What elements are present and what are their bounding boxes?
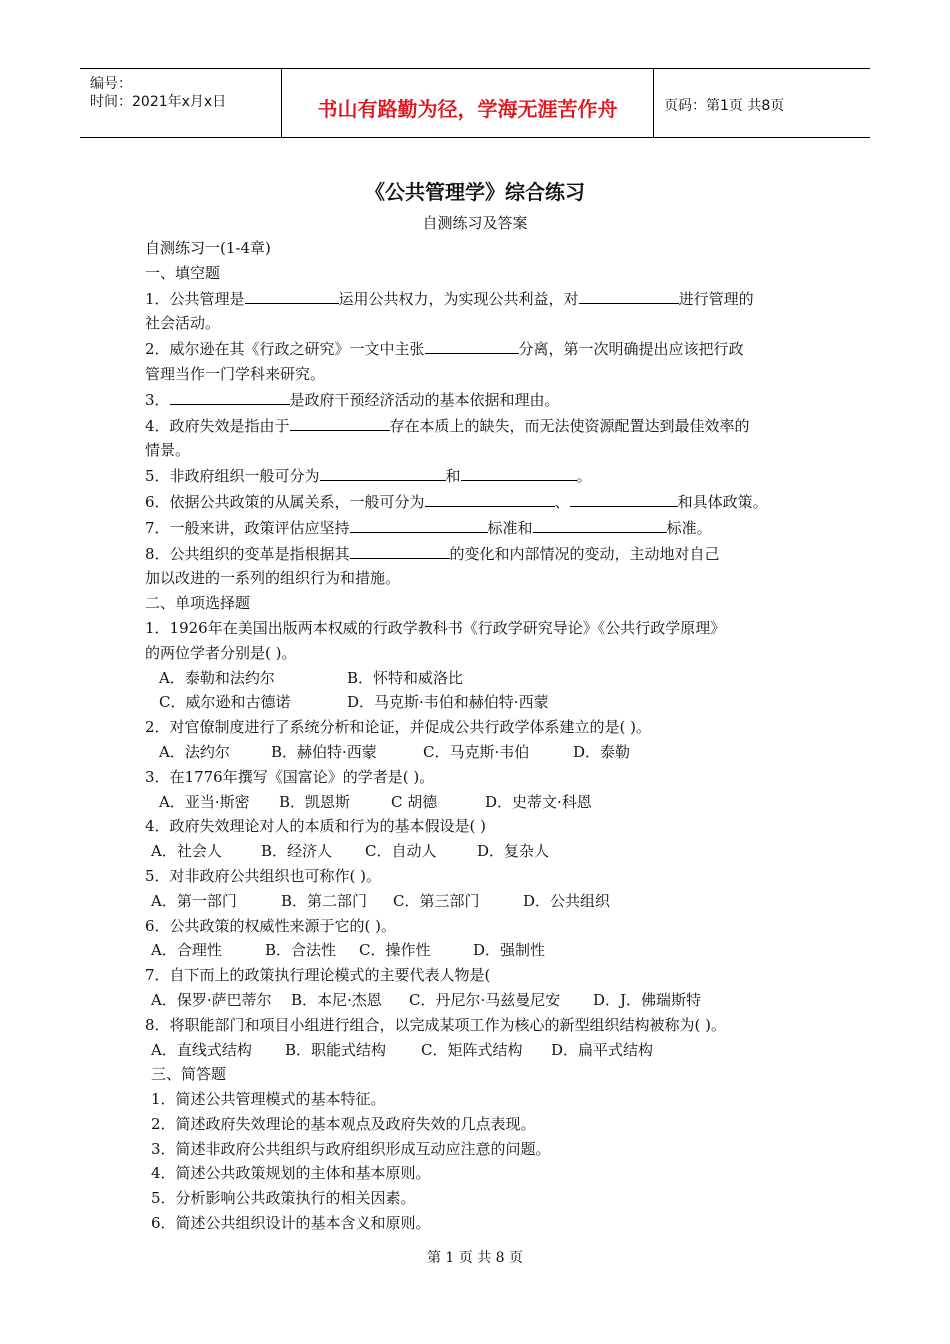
choice-option[interactable]: C．第三部门 bbox=[393, 891, 480, 910]
document-number-label: 编号： bbox=[90, 76, 132, 92]
choice-option[interactable]: B．第二部门 bbox=[281, 891, 368, 910]
answer-blank[interactable] bbox=[461, 463, 577, 481]
document-time-label: 时间：2021年x月x日 bbox=[90, 94, 227, 110]
choice-options-7 bbox=[145, 988, 810, 1013]
choice-option[interactable]: D．强制性 bbox=[473, 941, 546, 960]
question-text: 5．非政府组织一般可分为 bbox=[145, 467, 320, 486]
answer-blank[interactable] bbox=[570, 489, 678, 507]
question-text: 7．一般来讲，政策评估应坚持 bbox=[145, 518, 350, 537]
choice-option[interactable]: C．操作性 bbox=[359, 941, 431, 960]
choice-option[interactable]: C．威尔逊和古德诺 bbox=[159, 693, 291, 712]
question-text: 运用公共权力，为实现公共利益，对 bbox=[338, 289, 579, 308]
choice-option[interactable]: D．马克斯·韦伯和赫伯特·西蒙 bbox=[347, 693, 549, 712]
choice-option[interactable]: A．法约尔 bbox=[159, 742, 230, 761]
choice-question-1: 1．1926年在美国出版两本权威的行政学教科书《行政学研究导论》《公共行政学原理》 bbox=[145, 618, 726, 637]
answer-blank[interactable] bbox=[579, 286, 679, 304]
question-text: 存在本质上的缺失，而无法使资源配置达到最佳效率的 bbox=[389, 416, 750, 435]
question-text: 6．依据公共政策的从属关系，一般可分为 bbox=[145, 492, 425, 511]
header-table bbox=[80, 68, 870, 138]
answer-blank[interactable] bbox=[425, 489, 555, 507]
choice-option[interactable]: C．矩阵式结构 bbox=[421, 1040, 523, 1059]
page-footer: 第 1 页 共 8 页 bbox=[426, 1250, 524, 1266]
question-text: 分离，第一次明确提出应该把行政 bbox=[518, 340, 744, 359]
fill-in-question-1-cont: 社会活动。 bbox=[145, 314, 221, 333]
choice-question-4: 4．政府失效理论对人的本质和行为的基本假设是( ) bbox=[145, 817, 487, 836]
choice-options-8 bbox=[145, 1038, 810, 1063]
fill-in-question-6 bbox=[145, 489, 810, 515]
choice-question-3: 3．在1776年撰写《国富论》的学者是( )。 bbox=[145, 767, 435, 786]
choice-option[interactable]: B．本尼·杰恩 bbox=[291, 990, 382, 1009]
choice-question-7: 7．自下而上的政策执行理论模式的主要代表人物是( bbox=[145, 966, 491, 985]
header-meta-cell bbox=[80, 69, 282, 137]
choice-option[interactable]: D．公共组织 bbox=[523, 891, 611, 910]
fill-in-question-1 bbox=[145, 286, 810, 312]
choice-options-2 bbox=[145, 740, 810, 765]
choice-question-5: 5．对非政府公共组织也可称作( )。 bbox=[145, 866, 382, 885]
page-subtitle: 自测练习及答案 bbox=[422, 214, 528, 232]
answer-blank[interactable] bbox=[320, 463, 446, 481]
question-text: 标准。 bbox=[666, 518, 712, 537]
question-text: 8．公共组织的变革是指根据其 bbox=[145, 544, 350, 563]
answer-blank[interactable] bbox=[290, 413, 390, 431]
fill-in-question-3 bbox=[145, 387, 810, 413]
short-answer-question: 6．简述公共组织设计的基本含义和原则。 bbox=[151, 1214, 431, 1233]
choice-option[interactable]: A．保罗·萨巴蒂尔 bbox=[151, 990, 272, 1009]
choice-option[interactable]: C．马克斯·韦伯 bbox=[423, 742, 530, 761]
fill-in-question-5 bbox=[145, 463, 810, 489]
choice-option[interactable]: D．J．佛瑞斯特 bbox=[593, 990, 702, 1009]
question-text: 3． bbox=[145, 390, 170, 409]
short-answer-question: 2．简述政府失效理论的基本观点及政府失效的几点表现。 bbox=[151, 1114, 536, 1133]
choice-option[interactable]: B．职能式结构 bbox=[285, 1040, 387, 1059]
choice-option[interactable]: B．赫伯特·西蒙 bbox=[271, 742, 377, 761]
fill-in-question-2-cont: 管理当作一门学科来研究。 bbox=[145, 364, 326, 383]
choice-option[interactable]: D．复杂人 bbox=[477, 842, 550, 861]
fill-in-question-8 bbox=[145, 541, 810, 567]
question-text: 的变化和内部情况的变动，主动地对自己 bbox=[449, 544, 720, 563]
fill-in-heading: 一、填空题 bbox=[145, 263, 221, 282]
choice-option[interactable]: A．直线式结构 bbox=[151, 1040, 252, 1059]
fill-in-question-7 bbox=[145, 515, 810, 541]
choice-option[interactable]: B．凯恩斯 bbox=[279, 792, 351, 811]
short-answer-question: 4．简述公共政策规划的主体和基本原则。 bbox=[151, 1164, 431, 1183]
answer-blank[interactable] bbox=[533, 515, 667, 533]
choice-question-2: 2．对官僚制度进行了系统分析和论证，并促成公共行政学体系建立的是( )。 bbox=[145, 718, 652, 737]
choice-question-8: 8．将职能部门和项目小组进行组合，以完成某项工作为核心的新型组织结构被称为( )。 bbox=[145, 1015, 727, 1034]
short-answer-question: 1．简述公共管理模式的基本特征。 bbox=[151, 1090, 386, 1109]
question-text: 。 bbox=[576, 467, 592, 486]
question-text: 、 bbox=[554, 492, 570, 511]
fill-in-question-2 bbox=[145, 336, 810, 362]
choice-options-4 bbox=[145, 839, 810, 864]
exercise-content bbox=[145, 236, 810, 1236]
choice-option[interactable]: B．合法性 bbox=[265, 941, 337, 960]
choice-options-1a bbox=[145, 666, 810, 691]
short-answer-question: 3．简述非政府公共组织与政府组织形成互动应注意的问题。 bbox=[151, 1139, 551, 1158]
short-answer-question: 5．分析影响公共政策执行的相关因素。 bbox=[151, 1189, 416, 1208]
answer-blank[interactable] bbox=[245, 286, 339, 304]
question-text: 进行管理的 bbox=[678, 289, 754, 308]
choice-option[interactable]: A．亚当·斯密 bbox=[159, 792, 250, 811]
choice-options-6 bbox=[145, 938, 810, 963]
choice-option[interactable]: A．第一部门 bbox=[151, 891, 237, 910]
choice-option[interactable]: D．扁平式结构 bbox=[551, 1040, 654, 1059]
choice-option[interactable]: D．泰勒 bbox=[573, 742, 631, 761]
choice-option[interactable]: C 胡德 bbox=[391, 792, 438, 811]
choice-option[interactable]: A．社会人 bbox=[151, 842, 222, 861]
choice-option[interactable]: A．泰勒和法约尔 bbox=[159, 668, 275, 687]
section-heading: 自测练习一(1-4章) bbox=[145, 239, 271, 257]
fill-in-question-8-cont: 加以改进的一系列的组织行为和措施。 bbox=[145, 569, 401, 588]
choice-option[interactable]: C．自动人 bbox=[365, 842, 437, 861]
header-motto-cell bbox=[282, 69, 654, 137]
fill-in-question-4-cont: 情景。 bbox=[145, 441, 191, 460]
question-text: 2．威尔逊在其《行政之研究》一文中主张 bbox=[145, 340, 425, 359]
choice-options-1b bbox=[145, 690, 810, 715]
question-text: 和 bbox=[445, 467, 461, 486]
choice-question-1-cont: 的两位学者分别是( )。 bbox=[145, 643, 297, 662]
page-title: 《公共管理学》综合练习 bbox=[365, 180, 585, 204]
question-text: 是政府干预经济活动的基本依据和理由。 bbox=[289, 390, 560, 409]
answer-blank[interactable] bbox=[170, 387, 290, 405]
header-motto: 书山有路勤为径，学海无涯苦作舟 bbox=[317, 97, 618, 121]
fill-in-question-4 bbox=[145, 413, 810, 439]
header-page-cell bbox=[654, 69, 870, 137]
answer-blank[interactable] bbox=[350, 515, 488, 533]
question-text: 和具体政策。 bbox=[677, 492, 768, 511]
choice-options-5 bbox=[145, 889, 810, 914]
choice-option[interactable]: C．丹尼尔·马兹曼尼安 bbox=[409, 990, 561, 1009]
answer-blank[interactable] bbox=[425, 336, 519, 354]
choice-options-3 bbox=[145, 790, 810, 815]
header-page-label: 页码：第1页 共8页 bbox=[664, 98, 785, 114]
answer-blank[interactable] bbox=[350, 541, 450, 559]
single-choice-heading: 二、单项选择题 bbox=[145, 594, 251, 613]
choice-option[interactable]: B．经济人 bbox=[261, 842, 333, 861]
question-text: 标准和 bbox=[487, 518, 533, 537]
short-answer-heading: 三、简答题 bbox=[151, 1065, 227, 1084]
question-text: 4．政府失效是指由于 bbox=[145, 416, 290, 435]
choice-option[interactable]: D．史蒂文·科恩 bbox=[485, 792, 592, 811]
choice-option[interactable]: B．怀特和威洛比 bbox=[347, 668, 464, 687]
choice-option[interactable]: A．合理性 bbox=[151, 941, 222, 960]
choice-question-6: 6．公共政策的权威性来源于它的( )。 bbox=[145, 916, 397, 935]
question-text: 1．公共管理是 bbox=[145, 289, 245, 308]
